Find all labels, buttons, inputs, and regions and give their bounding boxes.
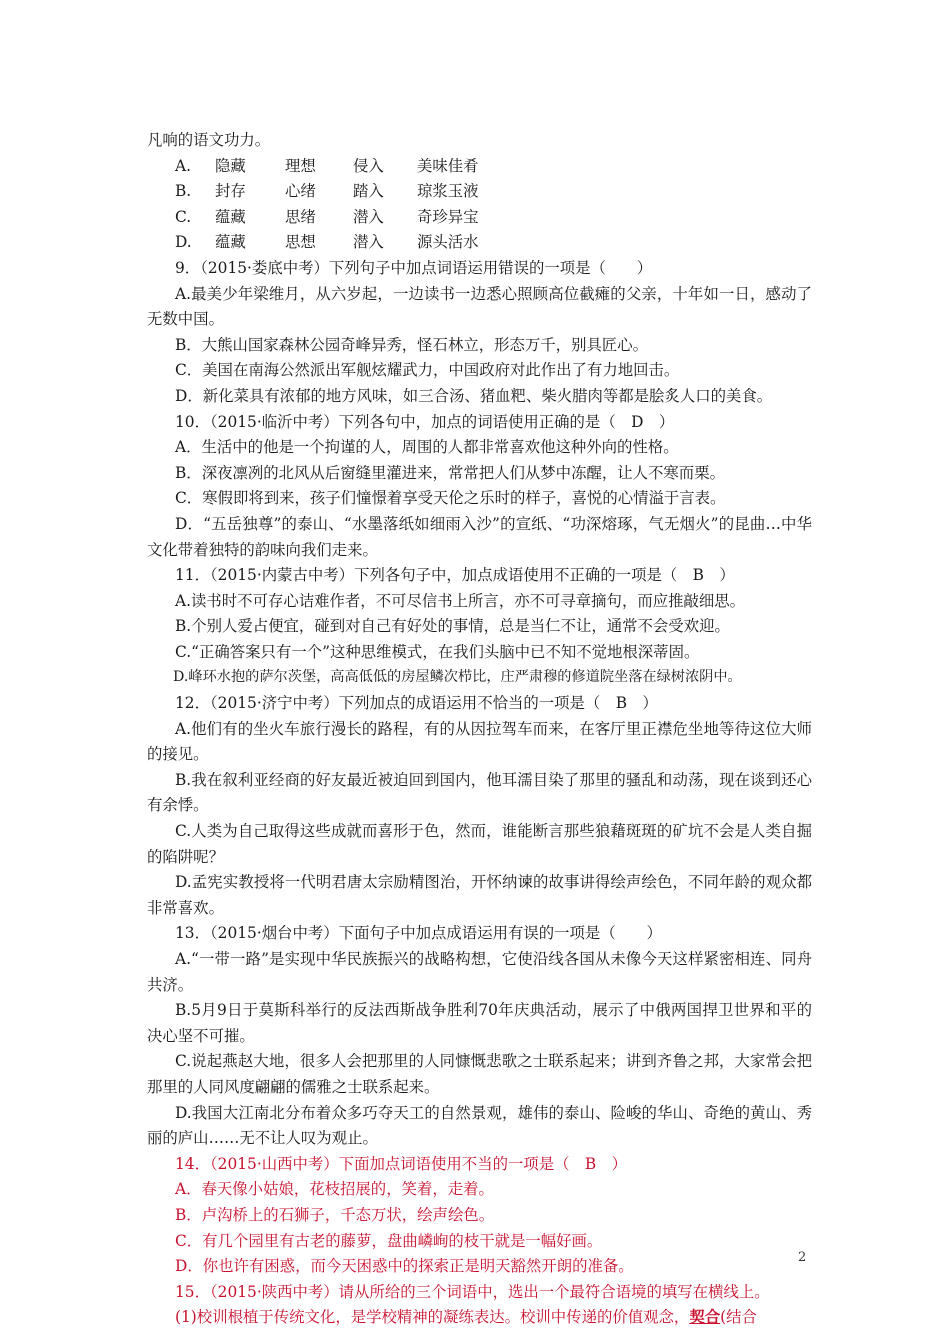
- q11-option-c: C.“正确答案只有一个”这种思维模式，在我们头脑中已不知不觉地根深蒂固。: [175, 642, 700, 661]
- q8-option-d: D. 蕴藏 思想 潜入 源头活水: [175, 233, 479, 252]
- q9-option-d: D．新化菜具有浓郁的地方风味，如三合汤、猪血粑、柴火腊肉等都是脍炙人口的美食。: [175, 386, 773, 405]
- q11-option-a: A.读书时不可存心诘难作者，不可尽信书上所言，亦不可寻章摘句，而应推敲细思。: [175, 591, 746, 610]
- q11-option-b: B.个别人爱占便宜，碰到对自己有好处的事情，总是当仁不让，通常不会受欢迎。: [175, 617, 730, 636]
- q15-stem: 15．（2015·陕西中考）请从所给的三个词语中，选出一个最符合语境的填写在横线上。: [175, 1282, 770, 1301]
- q8-tail: 凡响的语文功力。: [147, 131, 271, 149]
- q9-option-b: B．大熊山国家森林公园奇峰异秀，怪石林立，形态万千，别具匠心。: [175, 335, 649, 354]
- q9-option-a: A.最美少年梁维月，从六岁起，一边读书一边悉心照顾高位截瘫的父亲，十年如一日，感动了无数中国。: [147, 284, 812, 329]
- q12-option-a: A.他们有的坐火车旅行漫长的路程，有的从因拉驾车而来，在客厅里正襟危坐地等待这位大师的接见。: [147, 719, 812, 764]
- q14-option-b: B．卢沟桥上的石狮子，千态万状，绘声绘色。: [175, 1205, 495, 1224]
- q14-option-d: D．你也许有困惑，而今天困惑中的探索正是明天豁然开朗的准备。: [175, 1257, 634, 1276]
- q13-option-d: D.我国大江南北分布着众多巧夺天工的自然景观，雄伟的泰山、险峻的华山、奇绝的黄山、秀丽的庐山……无不让人叹为观止。: [147, 1103, 812, 1148]
- q12-option-d: D.孟宪实教授将一代明君唐太宗励精图治，开怀纳谏的故事讲得绘声绘色，不同年龄的观众都非常喜欢。: [147, 873, 812, 917]
- q11-stem: 11．（2015·内蒙古中考）下列各句子中，加点成语使用不正确的一项是（ B ）: [175, 566, 735, 585]
- q15-sub1: (1)校训根植于传统文化，是学校精神的凝练表达。校训中传递的价值观念，契合(结合: [175, 1308, 757, 1327]
- q8-option-b: B. 封存 心绪 踏入 琼浆玉液: [175, 182, 479, 201]
- q14-stem: 14．（2015·山西中考）下面加点词语使用不当的一项是（ B ）: [175, 1154, 628, 1173]
- q12-stem: 12．（2015·济宁中考）下列加点的成语运用不恰当的一项是（ B ）: [175, 694, 658, 713]
- page-content: [147, 128, 812, 1331]
- q10-option-c: C．寒假即将到来，孩子们憧憬着享受天伦之乐时的样子，喜悦的心情溢于言表。: [175, 489, 726, 508]
- q14-option-c: C．有几个园里有古老的藤萝，盘曲嶙峋的枝干就是一幅好画。: [175, 1231, 603, 1250]
- q10-option-b: B．深夜凛冽的北风从后窗缝里灌进来，常常把人们从梦中冻醒，让人不寒而栗。: [175, 463, 725, 482]
- q9-option-c: C．美国在南海公然派出军舰炫耀武力，中国政府对此作出了有力地回击。: [175, 361, 680, 380]
- q13-option-a: A.“一带一路”是实现中华民族振兴的战略构想，它使沿线各国从未像今天这样紧密相连、同舟共济。: [147, 950, 812, 994]
- q10-option-a: A．生活中的他是一个拘谨的人，周围的人都非常喜欢他这种外向的性格。: [175, 438, 679, 457]
- q8-option-c: C. 蕴藏 思绪 潜入 奇珍异宝: [175, 207, 479, 226]
- q11-option-d: D.峰环水抱的萨尔茨堡，高高低低的房屋鳞次栉比，庄严肃穆的修道院坐落在绿树浓阴中。: [173, 669, 742, 686]
- page-number: 2: [798, 1250, 807, 1265]
- q9-stem: 9．（2015·娄底中考）下列句子中加点词语运用错误的一项是（ ）: [175, 258, 653, 277]
- q12-option-c: C.人类为自己取得这些成就而喜形于色，然而，谁能断言那些狼藉斑斑的矿坑不会是人类自掘的陷阱呢？: [147, 822, 812, 866]
- q14-option-a: A．春天像小姑娘，花枝招展的，笑着，走着。: [175, 1180, 494, 1199]
- q13-stem: 13．（2015·烟台中考）下面句子中加点成语运用有误的一项是（ ）: [175, 924, 662, 943]
- q13-option-b: B.5月9日于莫斯科举行的反法西斯战争胜利70年庆典活动，展示了中俄两国捍卫世界和平的决心坚不可摧。: [147, 1001, 812, 1045]
- q10-option-d: D．“五岳独尊”的泰山、“水墨落纸如细雨入沙”的宣纸、“功深熔琢，气无烟火”的昆曲…中华文化带着独特的韵味向我们走来。: [147, 514, 812, 559]
- q12-option-b: B.我在叙利亚经商的好友最近被迫回到国内，他耳濡目染了那里的骚乱和动荡，现在谈到还心有余悸。: [147, 770, 812, 815]
- q13-option-c: C.说起燕赵大地，很多人会把那里的人同慷慨悲歌之士联系起来；讲到齐鲁之邦，大家常会把那里的人同风度翩翩的儒雅之士联系起来。: [147, 1052, 812, 1096]
- q15-sub1-answer: 契合: [689, 1308, 721, 1327]
- q8-option-a: A. 隐藏 理想 侵入 美味佳肴: [175, 156, 479, 175]
- q10-stem: 10．（2015·临沂中考）下列各句中，加点的词语使用正确的是（ D ）: [175, 412, 675, 431]
